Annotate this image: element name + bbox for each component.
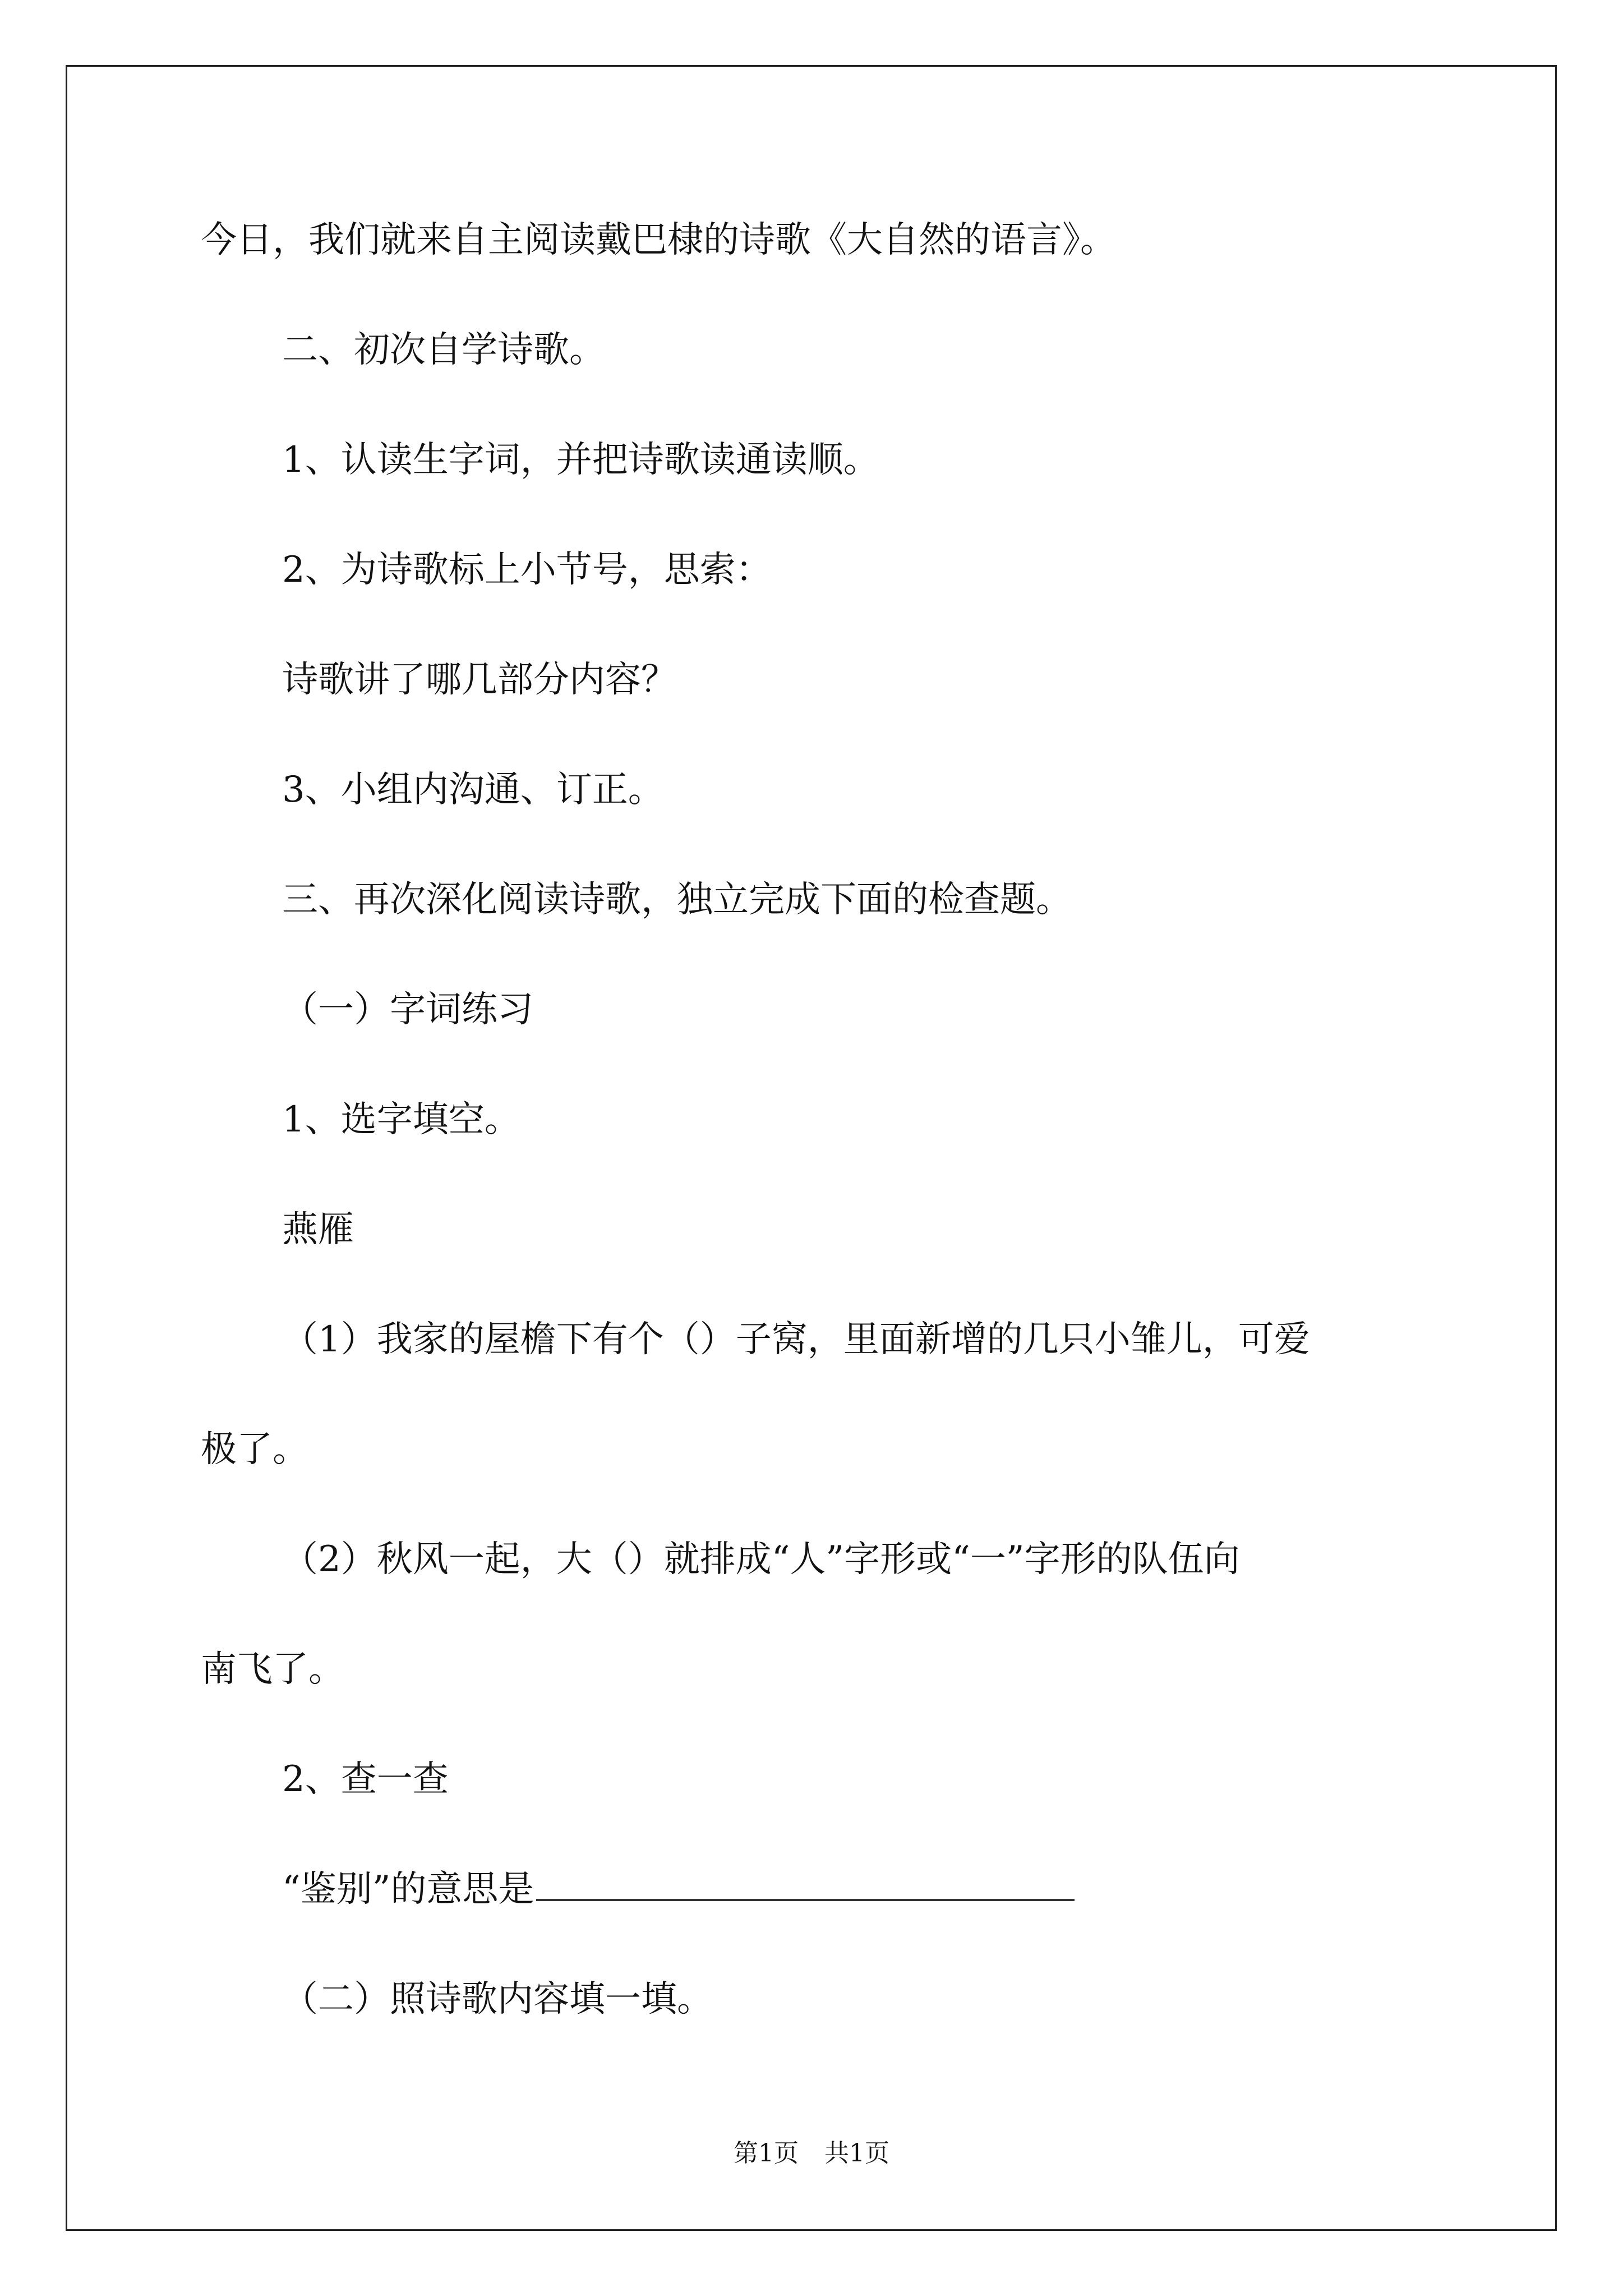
- section-heading: 三、再次深化阅读诗歌，独立完成下面的检查题。: [282, 879, 1072, 921]
- section-heading: 二、初次自学诗歌。: [282, 329, 605, 371]
- exercise-sentence: （2）秋风一起，大（）就排成“人”字形或“一”字形的队伍向: [282, 1539, 1240, 1580]
- list-item: 1、认读生字词，并把诗歌读通读顺。: [282, 439, 879, 481]
- paragraph: 诗歌讲了哪几部分内容？: [282, 659, 677, 701]
- question-text: “鉴别”的意思是: [282, 1869, 534, 1910]
- page-footer: [0, 2139, 1623, 2168]
- exercise-sentence: （1）我家的屋檐下有个（）子窝，里面新增的几只小雏儿，可爱: [282, 1319, 1310, 1360]
- fill-in-question: [282, 1869, 1075, 1910]
- exercise-sentence-continued: 南飞了。: [201, 1649, 344, 1690]
- subsection-heading: （一）字词练习: [282, 989, 533, 1030]
- paragraph: 今日，我们就来自主阅读戴巴棣的诗歌《大自然的语言》。: [201, 219, 1116, 261]
- word-choices: 燕雁: [282, 1209, 354, 1250]
- list-item: 2、为诗歌标上小节号，思索：: [282, 549, 772, 591]
- subsection-heading: （二）照诗歌内容填一填。: [282, 1978, 713, 2020]
- exercise-sentence-continued: 极了。: [201, 1429, 308, 1470]
- answer-blank: [536, 1899, 1075, 1901]
- page-total: 共1页: [824, 2139, 889, 2168]
- list-item: 1、选字填空。: [282, 1099, 520, 1140]
- list-item: 2、查一查: [282, 1759, 449, 1800]
- list-item: 3、小组内沟通、订正。: [282, 769, 664, 811]
- page-number: 第1页: [734, 2139, 799, 2168]
